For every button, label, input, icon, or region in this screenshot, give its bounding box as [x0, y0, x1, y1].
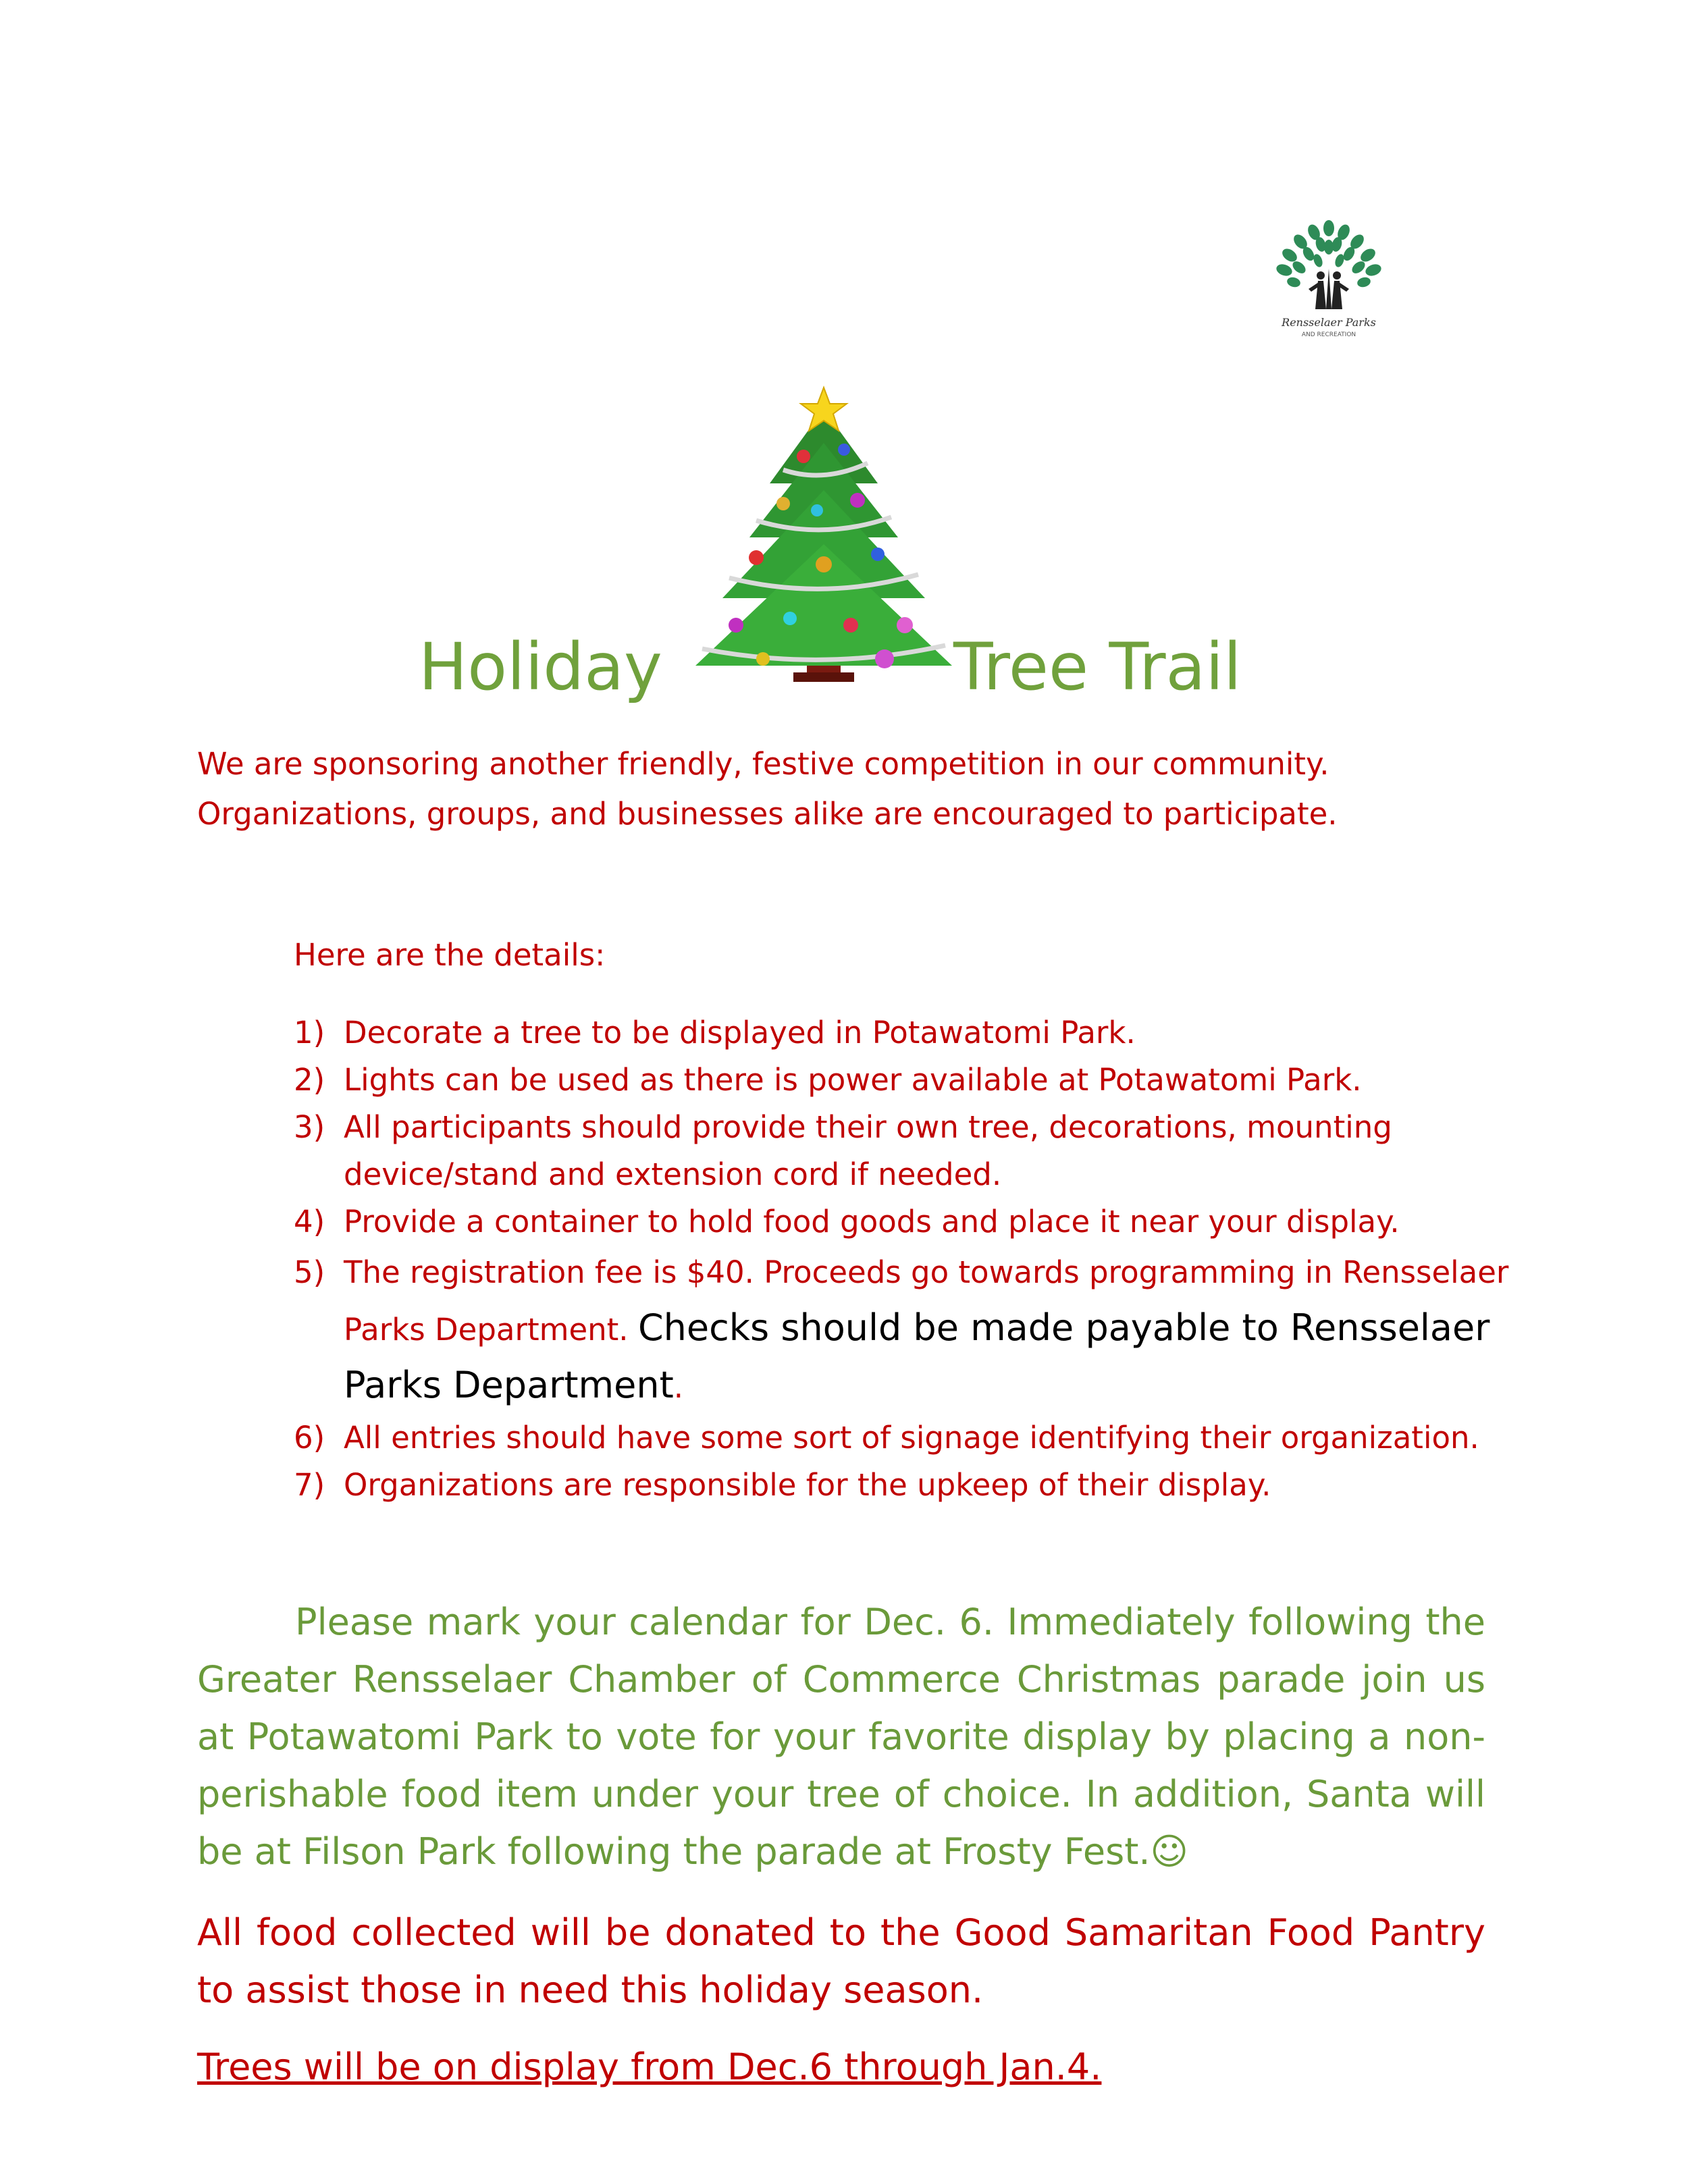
list-item-text: The registration fee is $40. Proceeds go towards programming in Rensselaer Parks Department. [344, 1254, 1509, 1348]
list-item-number: 3) [294, 1109, 325, 1145]
checks-payable-note: Checks should be made payable to Rensselaer Parks Department [344, 1306, 1490, 1406]
list-item [294, 1462, 1509, 1509]
list-item [294, 1009, 1509, 1057]
list-item-text: Provide a container to hold food goods and place it near your display. [344, 1204, 1400, 1240]
christmas-tree-icon [675, 382, 972, 686]
list-item [294, 1246, 1509, 1414]
checks-payable-period: . [673, 1369, 684, 1405]
food-donation-paragraph: All food collected will be donated to the Good Samaritan Food Pantry to assist those in need this holiday season. [197, 1911, 1485, 2011]
list-item-text: All entries should have some sort of signage identifying their organization. [344, 1420, 1479, 1456]
tree-logo-icon [1261, 215, 1396, 343]
list-item-text: Lights can be used as there is power available at Potawatomi Park. [344, 1062, 1362, 1098]
list-item-text: Organizations are responsible for the upkeep of their display. [344, 1467, 1271, 1503]
intro-text [197, 739, 1548, 839]
list-item-number: 1) [294, 1015, 325, 1050]
list-item [294, 1198, 1509, 1246]
list-item [294, 1104, 1509, 1198]
details-list [294, 1009, 1509, 1509]
svg-text:AND RECREATION: AND RECREATION [1301, 331, 1356, 338]
list-item-number: 4) [294, 1204, 325, 1240]
title-tree-trail: Tree Trail [953, 629, 1242, 705]
list-item-number: 7) [294, 1467, 325, 1503]
list-item [294, 1414, 1509, 1462]
display-dates-line: Trees will be on display from Dec.6 through Jan.4. [197, 2046, 1102, 2088]
rensselaer-parks-logo [1261, 215, 1396, 343]
svg-text:Rensselaer Parks: Rensselaer Parks [1282, 316, 1376, 329]
christmas-tree-image [675, 382, 972, 686]
title-holiday: Holiday [419, 629, 662, 705]
intro-line-2: Organizations, groups, and businesses alike are encouraged to participate. [197, 796, 1338, 832]
list-item-number: 5) [294, 1254, 325, 1290]
list-item [294, 1057, 1509, 1104]
details-heading: Here are the details: [294, 937, 606, 973]
list-item-text: Decorate a tree to be displayed in Potawatomi Park. [344, 1015, 1136, 1050]
list-item-text: All participants should provide their own tree, decorations, mounting device/stand and extension cord if needed. [344, 1109, 1392, 1192]
intro-line-1: We are sponsoring another friendly, festive competition in our community. [197, 746, 1329, 782]
calendar-paragraph-text: Please mark your calendar for Dec. 6. Immediately following the Greater Rensselaer Chamber of Commerce Christmas parade join us at Potawatomi Park to vote for your favorite display by placing a non-perishable food item under your tree of choice. In addition, Santa will be at Filson Park following the parade at Frosty Fest.☺ [197, 1601, 1485, 1873]
calendar-paragraph [197, 1593, 1485, 1880]
list-item-number: 6) [294, 1420, 325, 1456]
list-item-number: 2) [294, 1062, 325, 1098]
